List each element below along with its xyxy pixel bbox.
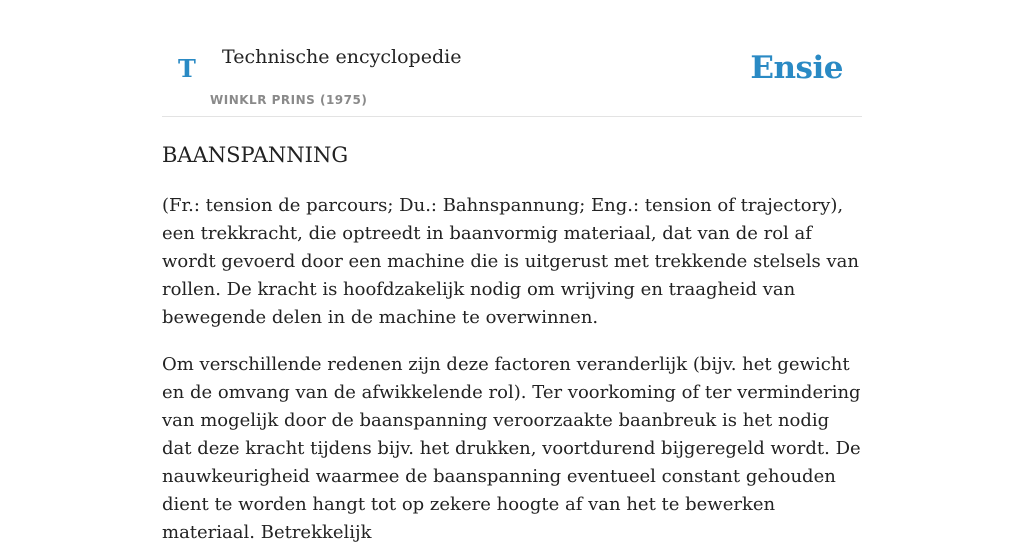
article — [162, 138, 862, 547]
brand-logo-link[interactable]: Ensie — [750, 50, 843, 86]
article-paragraph: (Fr.: tension de parcours; Du.: Bahnspannung; Eng.: tension of trajectory), een trekkracht, die optreedt in baanvormig materiaal, dat van de rol af wordt gevoerd door een machine die is uitgerust met trekkende stelsels van rollen. De kracht is hoofdzakelijk nodig om wrijving en traagheid van bewegende delen in de machine te overwinnen. — [162, 195, 859, 328]
book-logo-icon[interactable]: T — [178, 54, 196, 83]
book-title-link[interactable]: Technische encyclopedie — [222, 46, 462, 68]
page-header — [162, 0, 862, 117]
book-source-label: WINKLR PRINS (1975) — [210, 93, 368, 107]
article-title: BAANSPANNING — [162, 143, 349, 167]
article-paragraph: Om verschillende redenen zijn deze factoren veranderlijk (bijv. het gewicht en de omvang van de afwikkelende rol). Ter voorkoming of ter vermindering van mogelijk door de baanspanning veroorzaakte baanbreuk is het nodig dat deze kracht tijdens bijv. het drukken, voortdurend bijgeregeld wordt. De nauwkeurigheid waarmee de baanspanning eventueel constant gehouden dient te worden hangt tot op zekere hoogte af van het te bewerken materiaal. Betrekkelijk — [162, 354, 861, 543]
